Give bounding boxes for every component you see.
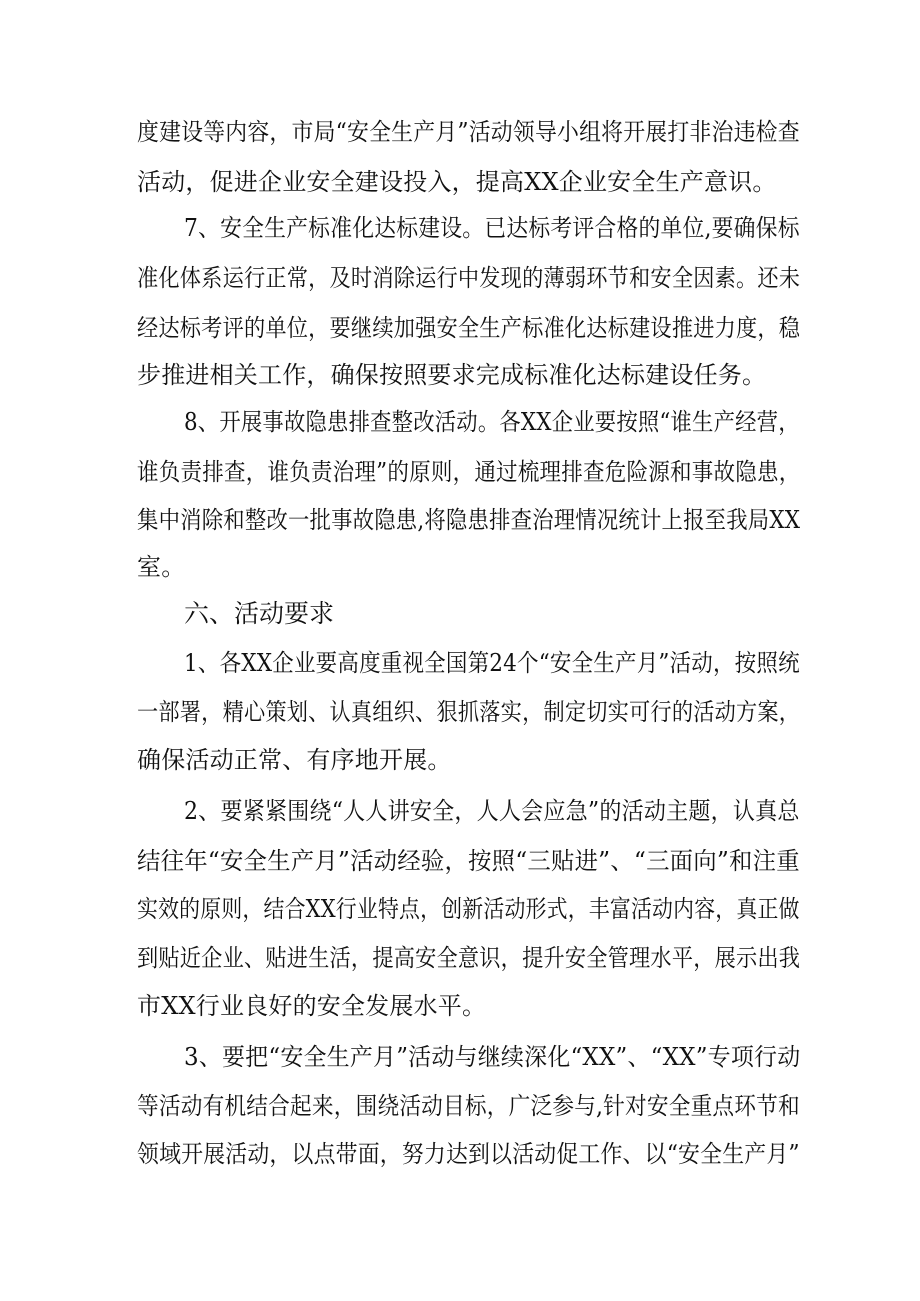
paragraph-7-line-1: 7、安全生产标准化达标建设。已达标考评合格的单位,要确保标 — [184, 214, 800, 242]
requirement-3-line-3: 领域开展活动，以点带面，努力达到以活动促工作、以“安全生产月” — [137, 1140, 800, 1168]
paragraph-7-line-2: 准化体系运行正常，及时消除运行中发现的薄弱环节和安全因素。还未 — [137, 264, 801, 292]
requirement-1-line-2: 一部署，精心策划、认真组织、狠抓落实，制定切实可行的活动方案， — [137, 698, 801, 726]
paragraph-7-line-3: 经达标考评的单位，要继续加强安全生产标准化达标建设推进力度，稳 — [137, 314, 801, 342]
paragraph-8-line-3: 集中消除和整改一批事故隐患,将隐患排查治理情况统计上报至我局XX — [137, 506, 801, 534]
requirement-1-line-3: 确保活动正常、有序地开展。 — [137, 746, 452, 774]
requirement-2-line-4: 到贴近企业、贴进生活，提高安全意识，提升安全管理水平，展示出我 — [137, 944, 801, 972]
paragraph-6-line-2: 活动，促进企业安全建设投入，提高XX企业安全生产意识。 — [137, 168, 777, 196]
requirement-2-line-5: 市XX行业良好的安全发展水平。 — [137, 992, 487, 1020]
requirement-2-line-3: 实效的原则，结合XX行业特点，创新活动形式，丰富活动内容，真正做 — [137, 895, 800, 923]
paragraph-7-line-4: 步推进相关工作，确保按照要求完成标准化达标建设任务。 — [137, 361, 767, 389]
requirement-3-line-1: 3、要把“安全生产月”活动与继续深化“XX”、“XX”专项行动 — [184, 1043, 801, 1071]
paragraph-6-line-1: 度建设等内容，市局“安全生产月”活动领导小组将开展打非治违检查 — [137, 118, 800, 146]
section-heading: 六、活动要求 — [184, 599, 335, 628]
requirement-2-line-1: 2、要紧紧围绕“人人讲安全，人人会应急”的活动主题，认真总 — [184, 797, 800, 825]
requirement-1-line-1: 1、各XX企业要高度重视全国第24个“安全生产月”活动，按照统 — [184, 649, 800, 677]
paragraph-8-line-4: 室。 — [137, 553, 186, 581]
paragraph-8-line-2: 谁负责排查，谁负责治理”的原则，通过梳理排查危险源和事故隐患， — [137, 458, 801, 486]
requirement-2-line-2: 结往年“安全生产月”活动经验，按照“三贴进”、“三面向”和注重 — [137, 847, 800, 875]
paragraph-8-line-1: 8、开展事故隐患排查整改活动。各XX企业要按照“谁生产经营， — [184, 408, 800, 436]
requirement-3-line-2: 等活动有机结合起来，围绕活动目标，广泛参与,针对安全重点环节和 — [137, 1092, 800, 1120]
